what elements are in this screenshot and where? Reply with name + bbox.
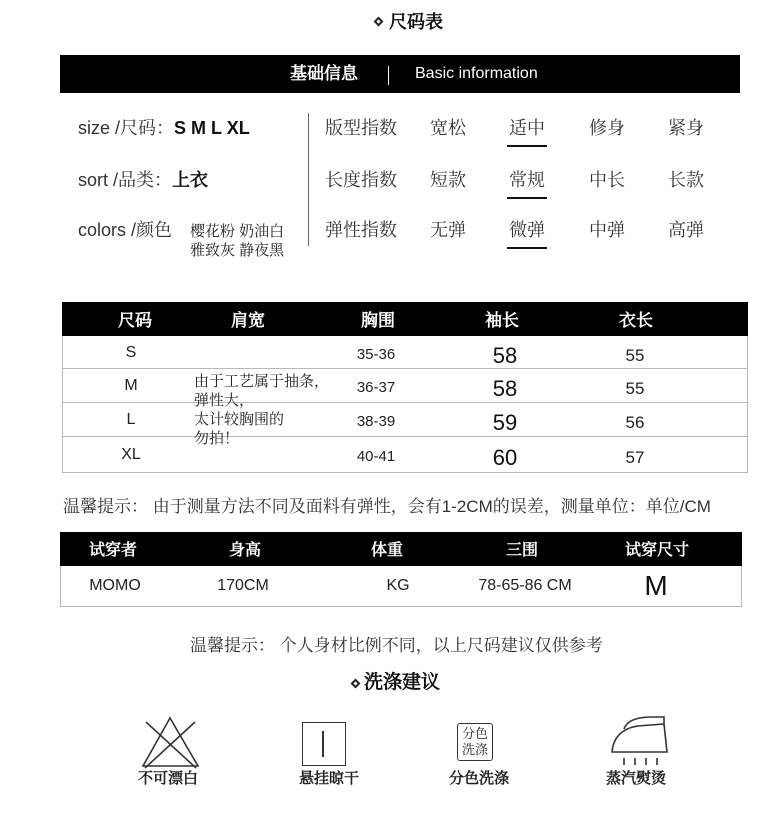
length-cell: 57: [625, 448, 645, 467]
size-cell: L: [126, 411, 136, 428]
index-option: 无弹: [430, 220, 466, 240]
size-label: size /尺码：: [78, 118, 175, 138]
table-row: [63, 437, 747, 473]
icon-text: 分色: [461, 726, 488, 741]
table-row: [63, 403, 747, 437]
index-option: 中弹: [589, 220, 625, 240]
sleeve-cell: 60: [492, 445, 518, 470]
column-header: 袖长: [485, 311, 519, 330]
color-line: 雅致灰 静夜黑: [190, 242, 285, 259]
fit-tip: 温馨提示： 个人身材比例不同，以上尺码建议仅供参考: [190, 636, 603, 655]
index-option: 修身: [589, 118, 625, 138]
diamond-bullet-icon: [374, 17, 384, 27]
chest-cell: 35-36: [356, 346, 396, 363]
sort-info: [78, 168, 208, 192]
wash-label: 分色洗涤: [448, 770, 509, 787]
info-divider: [308, 113, 309, 246]
size-table-body: [62, 336, 748, 473]
index-option: 短款: [430, 170, 466, 190]
hang-dry-icon: [302, 722, 346, 766]
wash-label: 不可漂白: [137, 770, 198, 787]
size-cell: M: [124, 377, 138, 394]
model-name-cell: MOMO: [89, 577, 141, 594]
chest-cell: 38-39: [356, 413, 396, 430]
color-line: 樱花粉 奶油白: [190, 223, 285, 240]
diamond-bullet-icon: [351, 679, 361, 689]
length-index-row: [325, 168, 725, 192]
sleeve-cell: 58: [492, 376, 518, 401]
model-weight-cell: KG: [386, 577, 410, 594]
model-measurements-cell: 78-65-86 CM: [478, 577, 572, 594]
colors-label: colors /颜色: [78, 220, 173, 240]
sleeve-cell: 59: [492, 410, 518, 435]
column-header: 试穿尺寸: [624, 542, 689, 559]
chest-cell: 40-41: [356, 448, 396, 465]
model-size-cell: M: [644, 570, 668, 601]
no-bleach-icon: [140, 714, 202, 770]
fit-index-row: [325, 116, 725, 140]
column-header: 试穿者: [88, 542, 137, 559]
wash-label: 蒸汽熨烫: [605, 770, 666, 787]
sort-value: 上衣: [172, 170, 209, 190]
column-header: 三围: [505, 542, 538, 559]
column-header: 身高: [228, 542, 261, 559]
index-option: 宽松: [430, 118, 466, 138]
size-values: S M L XL: [174, 118, 250, 138]
sleeve-cell: 58: [492, 343, 518, 368]
model-table-body: [60, 566, 742, 607]
size-info: [78, 116, 250, 140]
elasticity-index-row: [325, 218, 725, 242]
table-row: [63, 336, 747, 369]
table-row: [63, 369, 747, 403]
index-option: 适中: [509, 118, 545, 138]
length-cell: 55: [625, 379, 645, 398]
column-header: 胸围: [361, 311, 395, 330]
index-label: 版型指数: [325, 118, 397, 138]
index-label: 弹性指数: [325, 220, 397, 240]
length-cell: 56: [625, 413, 645, 432]
steam-iron-icon: [606, 712, 672, 770]
wash-label: 悬挂晾干: [298, 770, 359, 787]
sort-label: sort /品类：: [78, 170, 173, 190]
icon-text: 洗涤: [461, 742, 488, 757]
index-label: 长度指数: [325, 170, 397, 190]
index-option: 长款: [668, 170, 704, 190]
size-cell: XL: [121, 446, 141, 463]
color-list: [190, 222, 284, 260]
column-header: 体重: [370, 542, 403, 559]
size-table-header: [62, 302, 748, 336]
measurement-tip: 温馨提示： 由于测量方法不同及面料有弹性，会有1-2CM的误差，测量单位：单位/CM: [63, 497, 711, 516]
column-header: 肩宽: [231, 311, 265, 330]
column-header: 衣长: [619, 311, 653, 330]
header-divider: [388, 66, 389, 85]
note-line: 勿拍！: [194, 430, 240, 447]
size-cell: S: [125, 344, 137, 361]
index-option: 常规: [509, 170, 545, 190]
model-table-header: [60, 532, 742, 566]
wash-separately-icon: [457, 723, 493, 761]
note-line: 由于工艺属于抽条，: [194, 373, 330, 390]
index-option: 高弹: [668, 220, 704, 240]
note-line: 弹性大，: [194, 392, 255, 409]
basic-info-title-cn: 基础信息: [290, 64, 358, 83]
index-option: 微弹: [509, 220, 545, 240]
basic-info-title-en: Basic information: [415, 65, 538, 82]
column-header: 尺码: [118, 311, 152, 330]
wash-title: 洗涤建议: [364, 672, 441, 693]
shoulder-note: [194, 372, 329, 448]
index-option: 中长: [589, 170, 625, 190]
model-table: [60, 532, 742, 607]
table-row: [61, 566, 741, 606]
chest-cell: 36-37: [356, 379, 396, 396]
length-cell: 55: [625, 346, 645, 365]
size-table: [62, 302, 748, 473]
note-line: 太计较胸围的: [194, 411, 285, 428]
page-title: 尺码表: [389, 12, 443, 32]
basic-info-header: [60, 55, 740, 93]
hang-line: [322, 731, 324, 757]
index-option: 紧身: [668, 118, 704, 138]
model-height-cell: 170CM: [217, 577, 269, 594]
